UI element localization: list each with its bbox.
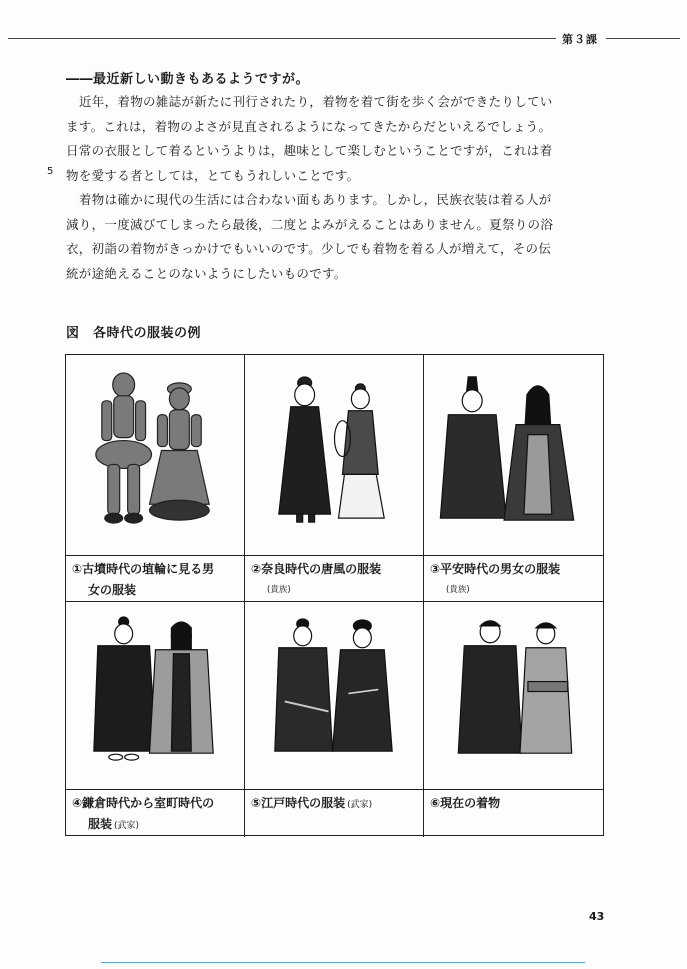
caption-title: ②奈良時代の唐風の服装: [251, 562, 382, 576]
paragraph-1: [66, 90, 606, 188]
caption-title: ①古墳時代の埴輪に見る男: [72, 562, 215, 576]
text-line: 着物は確かに現代の生活には合わない面もあります。しかし，民族衣装は着る人が: [79, 192, 552, 207]
kofun-haniwa-illustration: [66, 355, 245, 556]
nara-tang-style-illustration: [245, 355, 424, 556]
page-number: 43: [589, 910, 605, 923]
caption-heian: [424, 556, 603, 602]
text-line: 近年，着物の雑誌が新たに刊行されたり，着物を着て街を歩く会ができたりしてい: [79, 94, 553, 109]
header-rule: [8, 38, 556, 39]
caption-note: (武家): [114, 821, 140, 831]
text-line: 物を愛する者としては，とてもうれしいことです。: [66, 167, 360, 183]
caption-title-text: 服装: [88, 817, 113, 831]
caption-edo: [245, 790, 424, 837]
text-line: ます。これは，着物のよさが見直されるようになってきたからだといえるでしょう。: [66, 118, 552, 134]
costume-figure-grid: [65, 354, 604, 836]
text-line: 減り，一度滅びてしまったら最後，二度とよみがえることはありません。夏祭りの浴: [66, 216, 554, 232]
caption-kofun: [66, 556, 245, 602]
interview-question: ――最近新しい動きもあるようですが。: [66, 72, 310, 87]
caption-kamakura-muromachi: [66, 790, 245, 837]
paragraph-2: [66, 188, 606, 286]
edo-samurai-illustration: [245, 602, 424, 790]
lesson-label: 第３課: [562, 33, 598, 46]
caption-title: ⑤江戸時代の服装: [251, 796, 346, 810]
caption-note: (貴族): [267, 585, 291, 595]
figure-caption: 図 各時代の服装の例: [66, 326, 202, 341]
text-line: 衣，初詣の着物がきっかけでもいいのです。少しでも着物を着る人が増えて，その伝: [66, 241, 552, 256]
bottom-link-rule: [101, 962, 585, 963]
caption-modern: [424, 790, 603, 837]
modern-kimono-illustration: [424, 602, 603, 790]
caption-note: (武家): [347, 800, 373, 810]
heian-nobility-illustration: [424, 355, 603, 556]
text-line: 統が途絶えることのないようにしたいものです。: [66, 265, 347, 281]
header-rule: [606, 38, 680, 39]
caption-title-continued: 女の服装: [88, 583, 137, 597]
caption-nara: [245, 556, 424, 602]
caption-title: ④鎌倉時代から室町時代の: [72, 796, 215, 810]
caption-title-continued: [72, 814, 238, 837]
caption-title: ⑥現在の着物: [430, 796, 501, 810]
text-line: 日常の衣服として着るというよりは，趣味として楽しむということですが，これは着: [66, 143, 553, 158]
line-number: 5: [47, 166, 54, 177]
kamakura-muromachi-illustration: [66, 602, 245, 790]
caption-note: (貴族): [446, 585, 470, 595]
caption-title: ③平安時代の男女の服装: [430, 562, 561, 576]
caption-title-row: [251, 793, 417, 816]
